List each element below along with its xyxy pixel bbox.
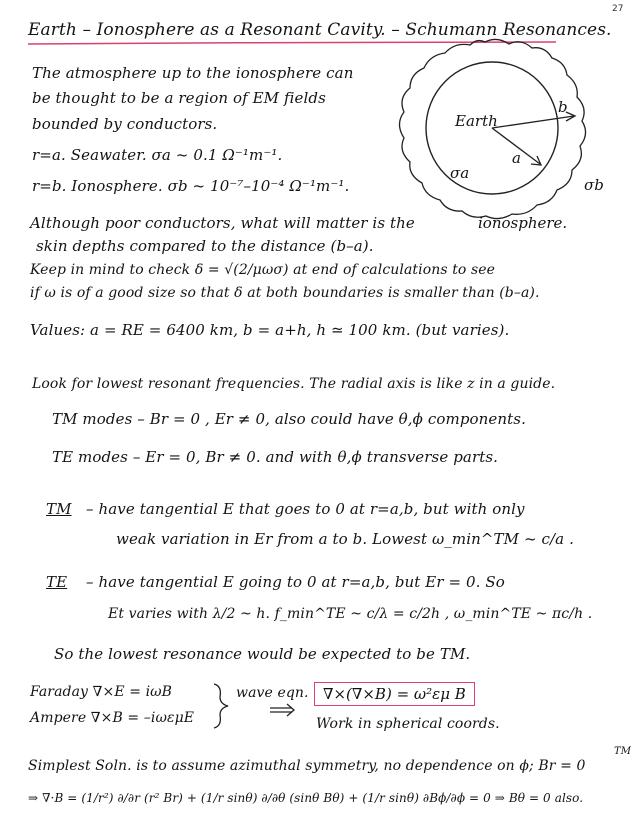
faraday-line: Faraday ∇×E = iωB bbox=[30, 684, 173, 700]
earth-label: Earth bbox=[455, 112, 498, 130]
ampere-line: Ampere ∇×B = –iωεμE bbox=[30, 710, 195, 726]
intro-line-2: be thought to be a region of EM fields bbox=[32, 89, 326, 107]
page-number: 27 bbox=[612, 4, 624, 14]
conclusion-line: So the lowest resonance would be expected to be TM. bbox=[54, 645, 471, 663]
spherical-coords-note: Work in spherical coords. bbox=[316, 716, 500, 732]
values-line: Values: a = RE = 6400 km, b = a+h, h ≃ 100 km. (but varies). bbox=[30, 321, 510, 339]
te-block-line-1: – have tangential E going to 0 at r=a,b, but Er = 0. So bbox=[86, 573, 505, 591]
tm-tag: TM bbox=[614, 746, 632, 757]
divergence-equation: ⇒ ∇·B = (1/r²) ∂/∂r (r² Br) + (1/r sinθ) ∂/∂θ (sinθ Bθ) + (1/r sinθ) ∂Bϕ/∂ϕ = 0 ⇒ Bθ = 0 also. bbox=[28, 791, 584, 805]
intro-line-3: bounded by conductors. bbox=[32, 115, 218, 133]
a-label: a bbox=[512, 149, 521, 167]
simplest-line-1: Simplest Soln. is to assume azimuthal symmetry, no dependence on ϕ; Br = 0 bbox=[28, 758, 586, 774]
tm-label: TM bbox=[46, 500, 72, 518]
te-modes-line: TE modes – Er = 0, Br ≠ 0. and with θ,ϕ transverse parts. bbox=[52, 448, 499, 466]
wave-eqn-label: wave eqn. bbox=[236, 685, 309, 701]
te-block-line-2: Et varies with λ/2 ~ h. f_min^TE ~ c/λ = c/2h , ω_min^TE ~ πc/h . bbox=[108, 606, 593, 622]
sigma-a-label: σa bbox=[450, 164, 470, 182]
sigma-b-label: σb bbox=[584, 176, 604, 194]
page-title: Earth – Ionosphere as a Resonant Cavity. – Schumann Resonances. bbox=[28, 20, 612, 40]
skin-line-2: skin depths compared to the distance (b–a). bbox=[36, 237, 374, 255]
te-label: TE bbox=[46, 573, 68, 591]
seawater-line: r=a. Seawater. σa ~ 0.1 Ω⁻¹m⁻¹. bbox=[32, 146, 283, 164]
modes-intro: Look for lowest resonant frequencies. The radial axis is like z in a guide. bbox=[32, 376, 556, 392]
tm-modes-line: TM modes – Br = 0 , Er ≠ 0, also could have θ,ϕ components. bbox=[52, 410, 526, 428]
ionosphere-line: r=b. Ionosphere. σb ~ 10⁻⁷–10⁻⁴ Ω⁻¹m⁻¹. bbox=[32, 177, 350, 195]
ionosphere-label: ionosphere. bbox=[478, 214, 568, 232]
skin-line-3: Keep in mind to check δ = √(2/μωσ) at end of calculations to see bbox=[30, 262, 496, 278]
skin-line-1: Although poor conductors, what will matter is the bbox=[30, 214, 415, 232]
tm-block-line-2: weak variation in Er from a to b. Lowest ω_min^TM ~ c/a . bbox=[116, 530, 574, 548]
skin-line-4: if ω is of a good size so that δ at both boundaries is smaller than (b–a). bbox=[30, 285, 540, 301]
intro-line-1: The atmosphere up to the ionosphere can bbox=[32, 64, 354, 82]
wave-equation-box: ∇×(∇×B) = ω²εμ B bbox=[314, 682, 475, 706]
tm-block-line-1: – have tangential E that goes to 0 at r=a,b, but with only bbox=[86, 500, 525, 518]
b-label: b bbox=[558, 98, 568, 116]
